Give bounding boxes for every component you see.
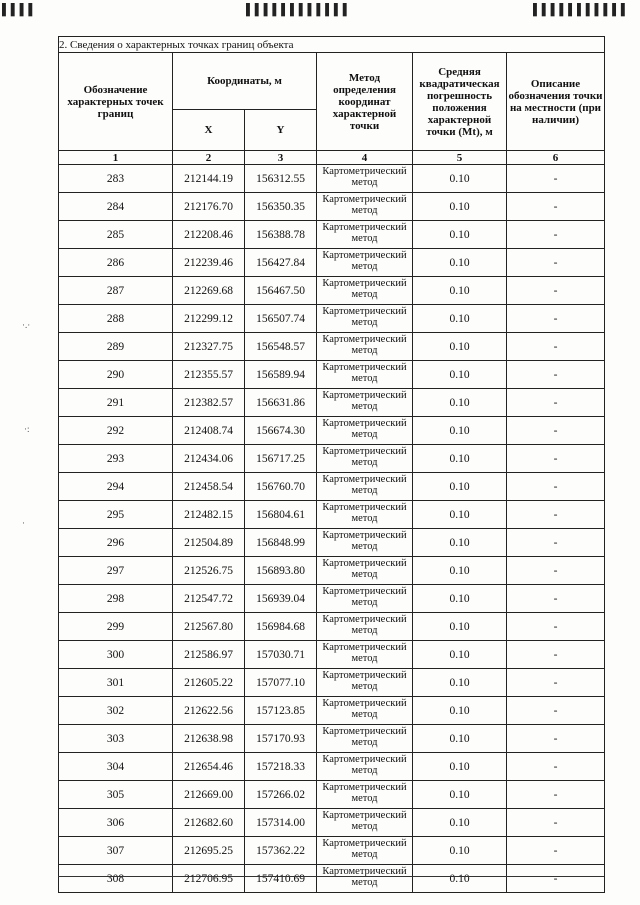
x-coordinate-cell: 212605.22 [173, 669, 245, 697]
method-cell: Картометрический метод [317, 389, 413, 417]
point-id-cell: 307 [59, 837, 173, 865]
method-cell: Картометрический метод [317, 445, 413, 473]
scan-speck: ·.· [22, 320, 31, 330]
method-cell: Картометрический метод [317, 641, 413, 669]
accuracy-cell: 0.10 [413, 585, 507, 613]
table-row [59, 529, 605, 557]
y-coordinate-cell: 156507.74 [245, 305, 317, 333]
description-cell: - [507, 333, 605, 361]
column-number: 4 [317, 151, 413, 165]
x-coordinate-cell: 212355.57 [173, 361, 245, 389]
x-coordinate-cell: 212586.97 [173, 641, 245, 669]
description-cell: - [507, 865, 605, 893]
accuracy-cell: 0.10 [413, 837, 507, 865]
table-row [59, 165, 605, 193]
x-coordinate-cell: 212706.95 [173, 865, 245, 893]
col-header-y: Y [245, 110, 317, 151]
method-cell: Картометрический метод [317, 249, 413, 277]
point-id-cell: 286 [59, 249, 173, 277]
point-id-cell: 287 [59, 277, 173, 305]
col-header-coordinates: Координаты, м [173, 53, 317, 110]
description-cell: - [507, 725, 605, 753]
x-coordinate-cell: 212176.70 [173, 193, 245, 221]
accuracy-cell: 0.10 [413, 473, 507, 501]
accuracy-cell: 0.10 [413, 417, 507, 445]
accuracy-cell: 0.10 [413, 249, 507, 277]
table-row [59, 669, 605, 697]
accuracy-cell: 0.10 [413, 445, 507, 473]
y-coordinate-cell: 156350.35 [245, 193, 317, 221]
method-cell: Картометрический метод [317, 193, 413, 221]
method-cell: Картометрический метод [317, 473, 413, 501]
point-id-cell: 290 [59, 361, 173, 389]
point-id-cell: 285 [59, 221, 173, 249]
col-header-accuracy: Средняя квадратическая погрешность положения характерной точки (Mt), м [413, 53, 507, 151]
method-cell: Картометрический метод [317, 781, 413, 809]
description-cell: - [507, 277, 605, 305]
y-coordinate-cell: 156804.61 [245, 501, 317, 529]
table-row [59, 557, 605, 585]
accuracy-cell: 0.10 [413, 221, 507, 249]
table-row [59, 585, 605, 613]
point-id-cell: 294 [59, 473, 173, 501]
y-coordinate-cell: 156467.50 [245, 277, 317, 305]
table-row [59, 809, 605, 837]
y-coordinate-cell: 157123.85 [245, 697, 317, 725]
x-coordinate-cell: 212408.74 [173, 417, 245, 445]
method-cell: Картометрический метод [317, 557, 413, 585]
method-cell: Картометрический метод [317, 361, 413, 389]
accuracy-cell: 0.10 [413, 361, 507, 389]
point-id-cell: 284 [59, 193, 173, 221]
description-cell: - [507, 753, 605, 781]
table-row [59, 333, 605, 361]
x-coordinate-cell: 212482.15 [173, 501, 245, 529]
table-row [59, 613, 605, 641]
point-id-cell: 291 [59, 389, 173, 417]
y-coordinate-cell: 156548.57 [245, 333, 317, 361]
accuracy-cell: 0.10 [413, 781, 507, 809]
x-coordinate-cell: 212327.75 [173, 333, 245, 361]
accuracy-cell: 0.10 [413, 669, 507, 697]
point-id-cell: 300 [59, 641, 173, 669]
y-coordinate-cell: 157030.71 [245, 641, 317, 669]
y-coordinate-cell: 156589.94 [245, 361, 317, 389]
point-id-cell: 293 [59, 445, 173, 473]
method-cell: Картометрический метод [317, 725, 413, 753]
x-coordinate-cell: 212567.80 [173, 613, 245, 641]
point-id-cell: 301 [59, 669, 173, 697]
point-id-cell: 305 [59, 781, 173, 809]
accuracy-cell: 0.10 [413, 809, 507, 837]
accuracy-cell: 0.10 [413, 333, 507, 361]
table-row [59, 389, 605, 417]
y-coordinate-cell: 157410.69 [245, 865, 317, 893]
description-cell: - [507, 193, 605, 221]
accuracy-cell: 0.10 [413, 193, 507, 221]
description-cell: - [507, 445, 605, 473]
y-coordinate-cell: 156388.78 [245, 221, 317, 249]
table-row [59, 445, 605, 473]
accuracy-cell: 0.10 [413, 697, 507, 725]
column-number-row [59, 151, 605, 165]
x-coordinate-cell: 212547.72 [173, 585, 245, 613]
y-coordinate-cell: 156984.68 [245, 613, 317, 641]
point-id-cell: 283 [59, 165, 173, 193]
column-number: 2 [173, 151, 245, 165]
table-row [59, 697, 605, 725]
accuracy-cell: 0.10 [413, 557, 507, 585]
method-cell: Картометрический метод [317, 613, 413, 641]
method-cell: Картометрический метод [317, 417, 413, 445]
column-number: 5 [413, 151, 507, 165]
x-coordinate-cell: 212682.60 [173, 809, 245, 837]
col-header-method: Метод определения координат характерной точки [317, 53, 413, 151]
scan-binding-marks-center: ▌▌▌▌▌▌▌▌▌▌▌▌ [246, 4, 352, 16]
table-row [59, 305, 605, 333]
accuracy-cell: 0.10 [413, 753, 507, 781]
point-id-cell: 302 [59, 697, 173, 725]
description-cell: - [507, 417, 605, 445]
description-cell: - [507, 557, 605, 585]
method-cell: Картометрический метод [317, 165, 413, 193]
y-coordinate-cell: 156939.04 [245, 585, 317, 613]
table-row [59, 221, 605, 249]
accuracy-cell: 0.10 [413, 305, 507, 333]
y-coordinate-cell: 156848.99 [245, 529, 317, 557]
y-coordinate-cell: 157218.33 [245, 753, 317, 781]
x-coordinate-cell: 212144.19 [173, 165, 245, 193]
x-coordinate-cell: 212458.54 [173, 473, 245, 501]
x-coordinate-cell: 212434.06 [173, 445, 245, 473]
point-id-cell: 292 [59, 417, 173, 445]
scan-binding-marks-left: ▌▌▌▌ [2, 4, 38, 16]
point-id-cell: 295 [59, 501, 173, 529]
description-cell: - [507, 529, 605, 557]
point-id-cell: 303 [59, 725, 173, 753]
description-cell: - [507, 361, 605, 389]
y-coordinate-cell: 156717.25 [245, 445, 317, 473]
description-cell: - [507, 809, 605, 837]
col-header-x: X [173, 110, 245, 151]
method-cell: Картометрический метод [317, 809, 413, 837]
x-coordinate-cell: 212208.46 [173, 221, 245, 249]
y-coordinate-cell: 157314.00 [245, 809, 317, 837]
column-number: 6 [507, 151, 605, 165]
table-row [59, 837, 605, 865]
point-id-cell: 306 [59, 809, 173, 837]
col-header-description: Описание обозначения точки на местности (при наличии) [507, 53, 605, 151]
y-coordinate-cell: 157077.10 [245, 669, 317, 697]
footer-rule [58, 876, 604, 877]
table-row [59, 781, 605, 809]
method-cell: Картометрический метод [317, 529, 413, 557]
accuracy-cell: 0.10 [413, 501, 507, 529]
point-id-cell: 298 [59, 585, 173, 613]
table-row [59, 249, 605, 277]
description-cell: - [507, 249, 605, 277]
y-coordinate-cell: 157170.93 [245, 725, 317, 753]
table-row [59, 753, 605, 781]
point-id-cell: 289 [59, 333, 173, 361]
accuracy-cell: 0.10 [413, 865, 507, 893]
table-row [59, 473, 605, 501]
scan-speck: ·: [24, 424, 30, 434]
description-cell: - [507, 389, 605, 417]
table-body [59, 165, 605, 893]
point-id-cell: 288 [59, 305, 173, 333]
point-id-cell: 308 [59, 865, 173, 893]
point-id-cell: 304 [59, 753, 173, 781]
accuracy-cell: 0.10 [413, 725, 507, 753]
description-cell: - [507, 781, 605, 809]
scan-speck: · [22, 518, 25, 528]
x-coordinate-cell: 212695.25 [173, 837, 245, 865]
y-coordinate-cell: 156427.84 [245, 249, 317, 277]
accuracy-cell: 0.10 [413, 389, 507, 417]
x-coordinate-cell: 212669.00 [173, 781, 245, 809]
point-id-cell: 297 [59, 557, 173, 585]
description-cell: - [507, 641, 605, 669]
description-cell: - [507, 501, 605, 529]
accuracy-cell: 0.10 [413, 165, 507, 193]
table-row [59, 361, 605, 389]
y-coordinate-cell: 157362.22 [245, 837, 317, 865]
table-row [59, 501, 605, 529]
table-row [59, 417, 605, 445]
y-coordinate-cell: 157266.02 [245, 781, 317, 809]
x-coordinate-cell: 212299.12 [173, 305, 245, 333]
x-coordinate-cell: 212382.57 [173, 389, 245, 417]
y-coordinate-cell: 156674.30 [245, 417, 317, 445]
table-row [59, 641, 605, 669]
y-coordinate-cell: 156893.80 [245, 557, 317, 585]
col-header-designation: Обозначение характерных точек границ [59, 53, 173, 151]
x-coordinate-cell: 212638.98 [173, 725, 245, 753]
table-row [59, 277, 605, 305]
method-cell: Картометрический метод [317, 837, 413, 865]
method-cell: Картометрический метод [317, 333, 413, 361]
accuracy-cell: 0.10 [413, 641, 507, 669]
column-number: 1 [59, 151, 173, 165]
table-row [59, 865, 605, 893]
y-coordinate-cell: 156631.86 [245, 389, 317, 417]
method-cell: Картометрический метод [317, 753, 413, 781]
scan-binding-marks-right: ▌▌▌▌▌▌▌▌▌▌▌ [533, 4, 630, 16]
method-cell: Картометрический метод [317, 501, 413, 529]
section-title: 2. Сведения о характерных точках границ объекта [59, 37, 605, 53]
x-coordinate-cell: 212239.46 [173, 249, 245, 277]
method-cell: Картометрический метод [317, 221, 413, 249]
y-coordinate-cell: 156312.55 [245, 165, 317, 193]
description-cell: - [507, 473, 605, 501]
description-cell: - [507, 305, 605, 333]
table-row [59, 193, 605, 221]
description-cell: - [507, 669, 605, 697]
method-cell: Картометрический метод [317, 669, 413, 697]
column-number: 3 [245, 151, 317, 165]
accuracy-cell: 0.10 [413, 613, 507, 641]
point-id-cell: 299 [59, 613, 173, 641]
method-cell: Картометрический метод [317, 585, 413, 613]
method-cell: Картометрический метод [317, 865, 413, 893]
method-cell: Картометрический метод [317, 305, 413, 333]
table-row [59, 725, 605, 753]
description-cell: - [507, 585, 605, 613]
x-coordinate-cell: 212622.56 [173, 697, 245, 725]
y-coordinate-cell: 156760.70 [245, 473, 317, 501]
x-coordinate-cell: 212504.89 [173, 529, 245, 557]
description-cell: - [507, 221, 605, 249]
method-cell: Картометрический метод [317, 697, 413, 725]
x-coordinate-cell: 212269.68 [173, 277, 245, 305]
description-cell: - [507, 837, 605, 865]
point-id-cell: 296 [59, 529, 173, 557]
description-cell: - [507, 165, 605, 193]
method-cell: Картометрический метод [317, 277, 413, 305]
x-coordinate-cell: 212654.46 [173, 753, 245, 781]
accuracy-cell: 0.10 [413, 277, 507, 305]
description-cell: - [507, 697, 605, 725]
accuracy-cell: 0.10 [413, 529, 507, 557]
boundary-points-table [58, 36, 605, 893]
x-coordinate-cell: 212526.75 [173, 557, 245, 585]
description-cell: - [507, 613, 605, 641]
